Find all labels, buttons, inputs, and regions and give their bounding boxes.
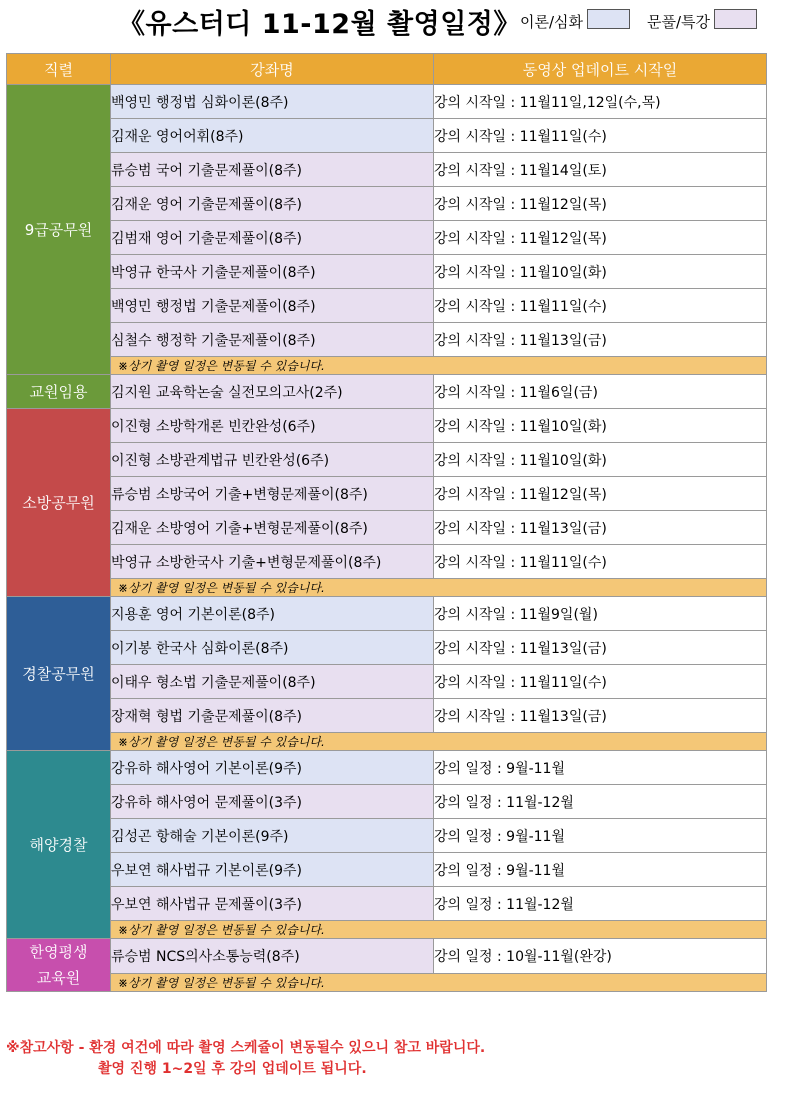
table-row xyxy=(7,785,767,819)
table-row xyxy=(7,853,767,887)
start-date: 강의 시작일 : 11월11일(수) xyxy=(434,665,767,699)
course-name: 김성곤 항해술 기본이론(9주) xyxy=(111,819,434,853)
start-date: 강의 시작일 : 11월12일(목) xyxy=(434,477,767,511)
footnote-line-1: ※참고사항 - 환경 여건에 따라 촬영 스케쥴이 변동될수 있으니 참고 바랍니다. xyxy=(6,1040,486,1056)
category-cell: 해양경찰 xyxy=(7,751,111,939)
schedule-change-note: ※상기 촬영 일정은 변동될 수 있습니다. xyxy=(111,733,767,751)
start-date: 강의 시작일 : 11월12일(목) xyxy=(434,221,767,255)
table-row xyxy=(7,221,767,255)
table-row xyxy=(7,187,767,221)
course-name: 김재운 영어어휘(8주) xyxy=(111,119,434,153)
course-name: 류승범 NCS의사소통능력(8주) xyxy=(111,939,434,974)
start-date: 강의 일정 : 9월-11월 xyxy=(434,853,767,887)
group-coast-guard xyxy=(7,751,767,939)
column-header-start-date: 동영상 업데이트 시작일 xyxy=(434,54,767,85)
table-row xyxy=(7,323,767,357)
column-header-category: 직렬 xyxy=(7,54,111,85)
start-date: 강의 시작일 : 11월12일(목) xyxy=(434,187,767,221)
course-name: 백영민 행정법 기출문제풀이(8주) xyxy=(111,289,434,323)
start-date: 강의 시작일 : 11월13일(금) xyxy=(434,323,767,357)
table-row xyxy=(7,255,767,289)
start-date: 강의 일정 : 10월-11월(완강) xyxy=(434,939,767,974)
table-row xyxy=(7,699,767,733)
start-date: 강의 시작일 : 11월13일(금) xyxy=(434,511,767,545)
table-row xyxy=(7,751,767,785)
note-row xyxy=(7,921,767,939)
table-row xyxy=(7,409,767,443)
group-lifelong-education xyxy=(7,939,767,992)
course-name: 김재운 영어 기출문제풀이(8주) xyxy=(111,187,434,221)
table-row xyxy=(7,631,767,665)
footnote-line-2: 촬영 진행 1~2일 후 강의 업데이트 됩니다. xyxy=(98,1061,367,1077)
start-date: 강의 일정 : 9월-11월 xyxy=(434,819,767,853)
start-date: 강의 시작일 : 11월11일(수) xyxy=(434,289,767,323)
category-cell: 소방공무원 xyxy=(7,409,111,597)
course-name: 이태우 형소법 기출문제풀이(8주) xyxy=(111,665,434,699)
course-name: 심철수 행정학 기출문제풀이(8주) xyxy=(111,323,434,357)
table-row xyxy=(7,153,767,187)
category-cell: 한영평생 교육원 xyxy=(7,939,111,992)
start-date: 강의 시작일 : 11월6일(금) xyxy=(434,375,767,409)
table-row xyxy=(7,545,767,579)
schedule-change-note: ※상기 촬영 일정은 변동될 수 있습니다. xyxy=(111,973,767,991)
start-date: 강의 일정 : 11월-12월 xyxy=(434,785,767,819)
course-name: 우보연 해사법규 기본이론(9주) xyxy=(111,853,434,887)
legend-label-theory: 이론/심화 xyxy=(520,13,584,31)
course-name: 김지원 교육학논술 실전모의고사(2주) xyxy=(111,375,434,409)
course-name: 백영민 행정법 심화이론(8주) xyxy=(111,85,434,119)
table-row xyxy=(7,511,767,545)
schedule-table xyxy=(6,53,767,992)
table-row xyxy=(7,477,767,511)
table-row xyxy=(7,819,767,853)
start-date: 강의 시작일 : 11월10일(화) xyxy=(434,409,767,443)
table-row xyxy=(7,119,767,153)
table-header-row xyxy=(7,54,767,85)
start-date: 강의 일정 : 9월-11월 xyxy=(434,751,767,785)
category-cell: 9급공무원 xyxy=(7,85,111,375)
group-fire xyxy=(7,409,767,597)
note-row xyxy=(7,579,767,597)
course-name: 류승범 소방국어 기출+변형문제풀이(8주) xyxy=(111,477,434,511)
course-name: 장재혁 형법 기출문제풀이(8주) xyxy=(111,699,434,733)
column-header-course: 강좌명 xyxy=(111,54,434,85)
course-name: 이진형 소방학개론 빈칸완성(6주) xyxy=(111,409,434,443)
course-name: 우보연 해사법규 문제풀이(3주) xyxy=(111,887,434,921)
header xyxy=(0,0,791,44)
footnote xyxy=(6,1038,485,1080)
start-date: 강의 시작일 : 11월10일(화) xyxy=(434,255,767,289)
start-date: 강의 시작일 : 11월11일(수) xyxy=(434,119,767,153)
course-name: 김범재 영어 기출문제풀이(8주) xyxy=(111,221,434,255)
course-name: 이기봉 한국사 심화이론(8주) xyxy=(111,631,434,665)
note-row xyxy=(7,733,767,751)
table-row xyxy=(7,887,767,921)
schedule-change-note: ※상기 촬영 일정은 변동될 수 있습니다. xyxy=(111,357,767,375)
note-row xyxy=(7,973,767,991)
start-date: 강의 시작일 : 11월13일(금) xyxy=(434,699,767,733)
table-row xyxy=(7,289,767,323)
category-cell: 교원임용 xyxy=(7,375,111,409)
start-date: 강의 시작일 : 11월11일,12일(수,목) xyxy=(434,85,767,119)
course-name: 이진형 소방관계법규 빈칸완성(6주) xyxy=(111,443,434,477)
course-name: 강유하 해사영어 기본이론(9주) xyxy=(111,751,434,785)
group-police xyxy=(7,597,767,751)
category-cell: 경찰공무원 xyxy=(7,597,111,751)
table-row xyxy=(7,443,767,477)
start-date: 강의 일정 : 11월-12월 xyxy=(434,887,767,921)
start-date: 강의 시작일 : 11월13일(금) xyxy=(434,631,767,665)
start-date: 강의 시작일 : 11월10일(화) xyxy=(434,443,767,477)
course-name: 박영규 한국사 기출문제풀이(8주) xyxy=(111,255,434,289)
note-row xyxy=(7,357,767,375)
start-date: 강의 시작일 : 11월9일(월) xyxy=(434,597,767,631)
course-name: 류승범 국어 기출문제풀이(8주) xyxy=(111,153,434,187)
legend-label-problem: 문풀/특강 xyxy=(647,13,711,31)
schedule-change-note: ※상기 촬영 일정은 변동될 수 있습니다. xyxy=(111,579,767,597)
table-row xyxy=(7,375,767,409)
start-date: 강의 시작일 : 11월11일(수) xyxy=(434,545,767,579)
course-name: 박영규 소방한국사 기출+변형문제풀이(8주) xyxy=(111,545,434,579)
legend-swatch-problem xyxy=(714,9,757,29)
table-row xyxy=(7,597,767,631)
table-row xyxy=(7,665,767,699)
group-9th-grade xyxy=(7,85,767,375)
legend-swatch-theory xyxy=(587,9,630,29)
start-date: 강의 시작일 : 11월14일(토) xyxy=(434,153,767,187)
course-name: 지용훈 영어 기본이론(8주) xyxy=(111,597,434,631)
page-title: 《유스터디 11-12월 촬영일정》 xyxy=(118,9,521,40)
course-name: 김재운 소방영어 기출+변형문제풀이(8주) xyxy=(111,511,434,545)
group-teacher xyxy=(7,375,767,409)
course-name: 강유하 해사영어 문제풀이(3주) xyxy=(111,785,434,819)
table-row xyxy=(7,85,767,119)
table-row xyxy=(7,939,767,974)
schedule-change-note: ※상기 촬영 일정은 변동될 수 있습니다. xyxy=(111,921,767,939)
